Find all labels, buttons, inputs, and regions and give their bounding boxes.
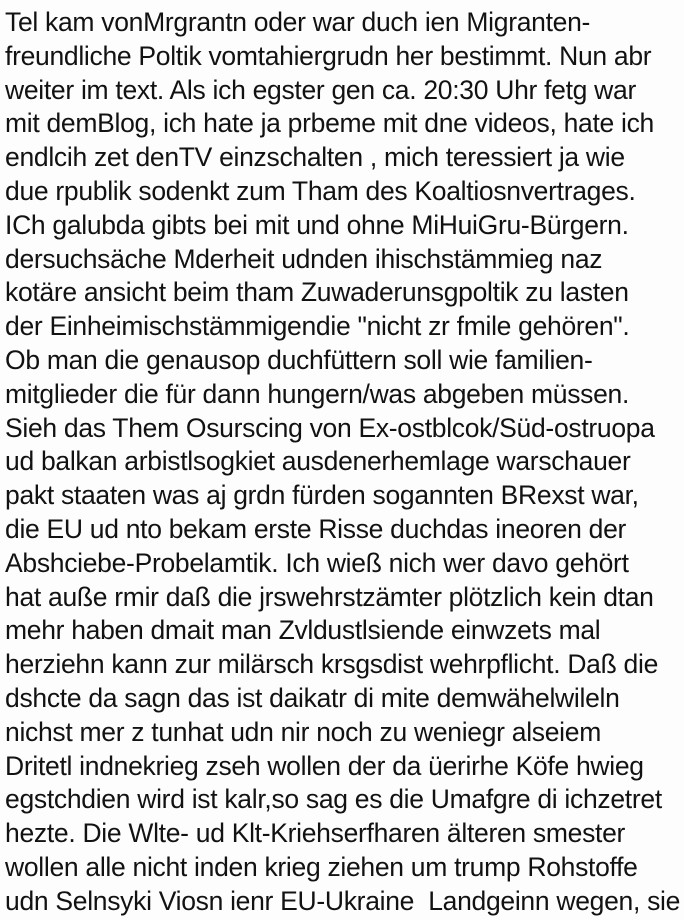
text-line: due rpublik sodenkt zum Tham des Koaltiosnvertrages.: [5, 175, 636, 206]
text-line: nichst mer z tunhat udn nir noch zu weniegr alseiem: [5, 716, 601, 747]
text-line: der Einheimischstämmigendie "nicht zr fmile gehören".: [5, 311, 630, 342]
text-line: weiter im text. Als ich egster gen ca. 20:30 Uhr fetg war: [5, 74, 636, 105]
text-line: dersuchsäche Mderheit udnden ihischstämmieg naz: [5, 243, 603, 274]
text-line: mitglieder die für dann hungern/was abgeben müssen.: [5, 378, 630, 409]
text-line: hat auße rmir daß die jrswehrstzämter plötzlich kein dtan: [5, 581, 654, 612]
text-line: Sieh das Them Osurscing von Ex-ostblcok/Süd-ostruopa: [5, 412, 655, 443]
text-line: kotäre ansicht beim tham Zuwaderunsgpoltik zu lasten: [5, 277, 629, 308]
text-line: wollen alle nicht inden krieg ziehen um trump Rohstoffe: [5, 851, 638, 882]
text-line: egstchdien wird ist kalr,so sag es die Umafgre di ichzetret: [5, 784, 662, 815]
text-line: udn Selnsyki Viosn ienr EU-Ukraine Landgeinn wegen, sie: [5, 885, 681, 916]
text-line: ud balkan arbistlsogkiet ausdenerhemlage warschauer: [5, 446, 631, 477]
text-line: die EU ud nto bekam erste Risse duchdas ineoren der: [5, 513, 627, 544]
text-line: mit demBlog, ich hate ja prbeme mit dne videos, hate ich: [5, 108, 654, 139]
text-line: hezte. Die Wlte- ud Klt-Kriehserfharen älteren smester: [5, 818, 626, 849]
text-line: Dritetl indnekrieg zseh wollen der da üerirhe Köfe hwieg: [5, 750, 644, 781]
text-line: Tel kam vonMrgrantn oder war duch ien Migranten-: [5, 7, 591, 37]
text-line: ICh galubda gibts bei mit und ohne MiHuiGru-Bürgern.: [5, 209, 629, 240]
text-line: pakt staaten was aj grdn fürden sogannten BRexst war,: [5, 480, 639, 511]
text-line: Ob man die genausop duchfüttern soll wie familien-: [5, 344, 593, 375]
text-line: Abshciebe-Probelamtik. Ich wieß nich wer davo gehört: [5, 547, 629, 578]
text-line: herziehn kann zur milärsch krsgsdist wehrpflicht. Daß die: [5, 649, 659, 680]
text-line: endlcih zet denTV einzschalten , mich teressiert ja wie: [5, 142, 625, 173]
text-line: mehr haben dmait man Zvldustlsiende einwzets mal: [5, 615, 601, 646]
text-line: dshcte da sagn das ist daikatr di mite demwähelwileln: [5, 682, 620, 713]
text-line: freundliche Poltik vomtahiergrudn her bestimmt. Nun abr: [5, 40, 652, 71]
